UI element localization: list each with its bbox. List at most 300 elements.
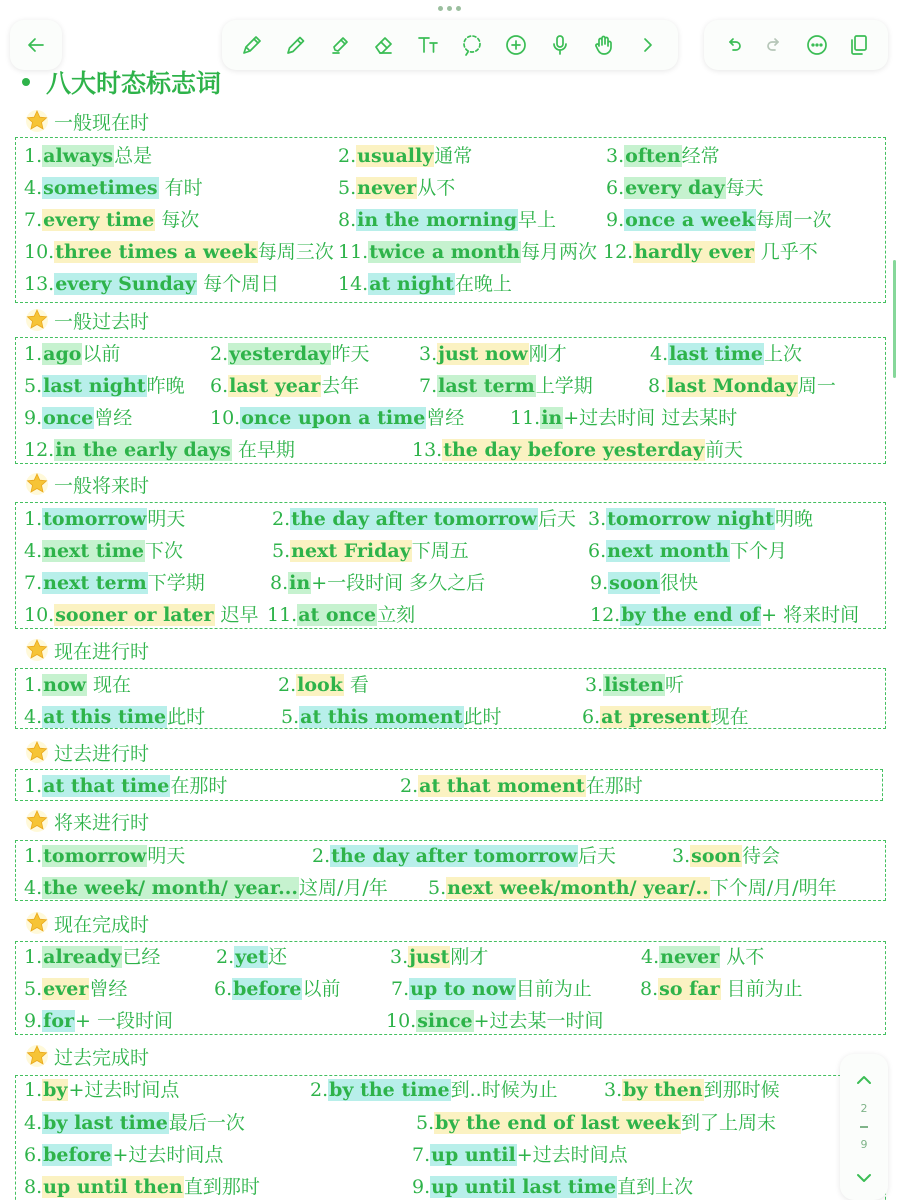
item-number: 3. [606, 145, 625, 167]
keyword-item [386, 1008, 604, 1034]
keyword-item [24, 143, 152, 169]
keyword-item [419, 373, 593, 399]
meaning: 下次 [144, 540, 183, 562]
keyword-item [24, 1174, 260, 1200]
meaning: 明天 [147, 845, 186, 867]
keyword-item [390, 944, 488, 970]
total-pages: 9 [860, 1138, 868, 1151]
item-number: 4. [24, 177, 43, 199]
keyword-item [24, 1110, 245, 1136]
item-number: 5. [416, 1112, 435, 1134]
keyword-item [24, 1008, 173, 1034]
page-title [22, 64, 221, 100]
meaning: 下个周/月/明年 [709, 877, 837, 899]
keyword-item [24, 437, 295, 463]
section-heading-text: 一般现在时 [54, 111, 150, 134]
meaning: 周一 [797, 375, 836, 397]
keyword: before [233, 978, 302, 1000]
item-number: 7. [412, 1144, 431, 1166]
keyword: at that time [43, 775, 170, 797]
item-number: 11. [338, 241, 369, 263]
item-number: 3. [604, 1079, 623, 1101]
star-icon [24, 307, 50, 333]
keyword-item [338, 175, 455, 201]
keyword-item [640, 976, 803, 1002]
meaning: 曾经 [426, 407, 465, 429]
keyword: tomorrow [43, 845, 147, 867]
meaning: +一段时间 多久之后 [311, 572, 486, 594]
item-number: 1. [24, 508, 43, 530]
keyword: now [43, 674, 86, 696]
back-toolbar [10, 20, 62, 70]
meaning: 从不 [417, 177, 456, 199]
keyword-item [24, 341, 120, 367]
item-number: 3. [390, 946, 409, 968]
meaning: 在晚上 [454, 273, 512, 295]
item-number: 1. [24, 1079, 43, 1101]
chevron-down-icon[interactable] [854, 1168, 874, 1188]
meaning: +过去时间 过去某时 [563, 407, 738, 429]
item-number: 7. [391, 978, 410, 1000]
meaning: + 将来时间 [761, 604, 860, 626]
keyword-item [270, 570, 485, 596]
item-number: 5. [272, 540, 291, 562]
item-number: 2. [272, 508, 291, 530]
keyword: the day before yesterday [443, 439, 705, 461]
section-heading [24, 808, 149, 834]
star-icon [24, 1043, 50, 1069]
keyword-item [24, 207, 199, 233]
keyword: by the end of last week [435, 1112, 680, 1134]
item-number: 3. [419, 343, 438, 365]
section-heading-text: 现在完成时 [54, 913, 150, 936]
keyword-item [428, 875, 837, 901]
meaning: 在那时 [170, 775, 228, 797]
meaning: 刚才 [450, 946, 489, 968]
item-number: 1. [24, 845, 43, 867]
scrollbar[interactable] [893, 260, 896, 378]
meaning: 已经 [122, 946, 161, 968]
section-heading [24, 910, 149, 936]
eraser-icon[interactable] [369, 30, 399, 60]
keyword-item [267, 602, 415, 628]
meaning: 后天 [537, 508, 576, 530]
keyword-item [24, 570, 205, 596]
item-number: 7. [24, 572, 43, 594]
keyword-item [412, 1142, 628, 1168]
item-number: 4. [650, 343, 669, 365]
meaning: 下学期 [147, 572, 205, 594]
item-number: 1. [24, 343, 43, 365]
section-heading [24, 637, 149, 663]
keyword: just now [438, 343, 528, 365]
keyword-item [210, 405, 464, 431]
item-number: 4. [641, 946, 660, 968]
item-number: 5. [338, 177, 357, 199]
keyword-item [338, 207, 556, 233]
meaning: 下个月 [729, 540, 787, 562]
keyword: once [43, 407, 94, 429]
item-number: 1. [24, 946, 43, 968]
keyword-item [24, 239, 334, 265]
text-tool-icon[interactable] [413, 30, 443, 60]
add-icon[interactable] [501, 30, 531, 60]
keyword-item [606, 207, 832, 233]
keyword-item [588, 506, 813, 532]
keyword: next time [43, 540, 144, 562]
section-heading [24, 471, 149, 497]
redo-icon[interactable] [760, 30, 790, 60]
keyword: ago [43, 343, 82, 365]
keyword-item [606, 143, 720, 169]
item-number: 6. [210, 375, 229, 397]
item-number: 2. [278, 674, 297, 696]
keyword: soon [691, 845, 741, 867]
drag-handle[interactable] [438, 6, 461, 11]
keyword: at night [369, 273, 454, 295]
keyword-item [210, 373, 359, 399]
meaning: 在那时 [585, 775, 643, 797]
item-number: 12. [24, 439, 55, 461]
keyword: up to now [410, 978, 515, 1000]
item-number: 10. [386, 1010, 417, 1032]
keyword-item [338, 143, 472, 169]
meaning: 后天 [577, 845, 616, 867]
keyword-item [24, 672, 131, 698]
keyword: at this moment [300, 706, 463, 728]
item-number: 12. [590, 604, 621, 626]
keyword: the day after tomorrow [291, 508, 537, 530]
item-number: 13. [24, 273, 55, 295]
meaning: 每次 [155, 209, 200, 231]
undo-icon[interactable] [718, 30, 748, 60]
item-number: 6. [606, 177, 625, 199]
item-number: 2. [312, 845, 331, 867]
meaning: 目前为止 [515, 978, 592, 1000]
keyword: in [289, 572, 311, 594]
pen-icon[interactable] [237, 30, 267, 60]
keyword: next month [607, 540, 729, 562]
keyword: often [625, 145, 681, 167]
meaning: +过去时间点 [516, 1144, 628, 1166]
item-number: 5. [24, 375, 43, 397]
keyword: tomorrow night [607, 508, 774, 530]
meaning: +过去某一时间 [473, 1010, 604, 1032]
keyword: at present [601, 706, 710, 728]
section-heading-text: 过去完成时 [54, 1046, 150, 1069]
hand-tool-icon[interactable] [589, 30, 619, 60]
item-number: 10. [24, 241, 55, 263]
item-number: 2. [310, 1079, 329, 1101]
keyword: last time [669, 343, 763, 365]
item-number: 6. [588, 540, 607, 562]
item-number: 3. [585, 674, 604, 696]
meaning: 待会 [742, 845, 781, 867]
star-icon [24, 808, 50, 834]
item-number: 10. [210, 407, 241, 429]
keyword-item [604, 1077, 780, 1103]
meaning: 每周三次 [257, 241, 334, 263]
page-separator [860, 1126, 868, 1128]
meaning: 听 [664, 674, 684, 696]
keyword: up until then [43, 1176, 183, 1198]
keyword: always [43, 145, 114, 167]
keyword: usually [357, 145, 434, 167]
item-number: 2. [216, 946, 235, 968]
section-heading [24, 307, 149, 333]
keyword: twice a month [369, 241, 520, 263]
item-number: 9. [24, 407, 43, 429]
keyword: last night [43, 375, 146, 397]
item-number: 12. [603, 241, 634, 263]
keyword: next Friday [291, 540, 411, 562]
meaning: 到了上周末 [680, 1112, 776, 1134]
section-heading [24, 108, 149, 134]
keyword-item [590, 570, 698, 596]
meaning: 此时 [463, 706, 502, 728]
item-number: 9. [24, 1010, 43, 1032]
section-heading-text: 过去进行时 [54, 742, 150, 765]
meaning: 以前 [82, 343, 121, 365]
keyword-item [24, 538, 183, 564]
keyword: already [43, 946, 122, 968]
item-number: 4. [24, 540, 43, 562]
keyword-item [400, 773, 643, 799]
meaning: 几乎不 [754, 241, 818, 263]
star-icon [24, 910, 50, 936]
keyword-item [510, 405, 737, 431]
keyword-item [24, 373, 185, 399]
keyword: soon [609, 572, 659, 594]
keyword-item [24, 405, 132, 431]
meaning: 立刻 [377, 604, 416, 626]
item-number: 4. [24, 877, 43, 899]
keyword: last term [438, 375, 535, 397]
meaning: 昨晚 [146, 375, 185, 397]
keyword-item [338, 239, 597, 265]
keyword-item [672, 843, 780, 869]
meaning: 昨天 [331, 343, 370, 365]
meaning: +过去时间点 [68, 1079, 180, 1101]
section-heading-text: 将来进行时 [54, 811, 150, 834]
microphone-icon[interactable] [545, 30, 575, 60]
item-number: 8. [24, 1176, 43, 1198]
keyword: by the end of [621, 604, 761, 626]
item-number: 13. [412, 439, 443, 461]
keyword-item [24, 843, 185, 869]
keyword: before [43, 1144, 112, 1166]
item-number: 2. [210, 343, 229, 365]
lasso-icon[interactable] [457, 30, 487, 60]
meaning: 曾经 [94, 407, 133, 429]
keyword-item [24, 175, 203, 201]
keyword: since [417, 1010, 473, 1032]
keyword-item [310, 1077, 558, 1103]
keyword: at that moment [419, 775, 585, 797]
chevron-up-icon[interactable] [854, 1070, 874, 1090]
keyword: by last time [43, 1112, 168, 1134]
keyword: every day [625, 177, 725, 199]
keyword-item [24, 773, 227, 799]
meaning: 现在 [710, 706, 749, 728]
keyword: last Monday [667, 375, 797, 397]
meaning: 此时 [167, 706, 206, 728]
keyword-item [603, 239, 818, 265]
keyword: never [357, 177, 417, 199]
pages-icon[interactable] [844, 30, 874, 60]
back-arrow-icon[interactable] [21, 30, 51, 60]
item-number: 6. [24, 1144, 43, 1166]
meaning: 从不 [720, 946, 765, 968]
meaning: 最后一次 [168, 1112, 245, 1134]
section-heading-text: 一般将来时 [54, 474, 150, 497]
keyword-item [281, 704, 502, 730]
section-heading [24, 739, 149, 765]
item-number: 4. [24, 1112, 43, 1134]
item-number: 8. [648, 375, 667, 397]
item-number: 8. [338, 209, 357, 231]
tools-toolbar [222, 20, 678, 70]
item-number: 2. [400, 775, 419, 797]
keyword-item [24, 602, 259, 628]
meaning: 很快 [660, 572, 699, 594]
keyword-item [210, 341, 370, 367]
keyword: in the early days [55, 439, 231, 461]
keyword-item [650, 341, 802, 367]
item-number: 11. [267, 604, 298, 626]
keyword-item [24, 271, 279, 297]
item-number: 9. [590, 572, 609, 594]
keyword-item [641, 944, 764, 970]
meaning: 去年 [321, 375, 360, 397]
keyword: once upon a time [241, 407, 426, 429]
meaning: 曾经 [89, 978, 128, 1000]
item-number: 11. [510, 407, 541, 429]
meaning: 明晚 [774, 508, 813, 530]
actions-toolbar [704, 20, 888, 70]
keyword: every time [43, 209, 155, 231]
keyword: sometimes [43, 177, 158, 199]
section-heading-text: 现在进行时 [54, 640, 150, 663]
page-navigator [840, 1054, 888, 1200]
item-number: 4. [24, 706, 43, 728]
keyword-item [24, 704, 205, 730]
keyword-item [588, 538, 787, 564]
item-number: 10. [24, 604, 55, 626]
meaning: 通常 [434, 145, 473, 167]
keyword-item [412, 1174, 693, 1200]
meaning: 直到那时 [183, 1176, 260, 1198]
item-number: 1. [24, 674, 43, 696]
meaning: 上学期 [535, 375, 593, 397]
keyword-item [216, 944, 287, 970]
keyword-item [312, 843, 616, 869]
keyword: tomorrow [43, 508, 147, 530]
keyword-item [590, 602, 859, 628]
item-number: 7. [24, 209, 43, 231]
chevron-right-icon[interactable] [633, 30, 663, 60]
item-number: 3. [588, 508, 607, 530]
keyword: next week/month/ year/.. [447, 877, 709, 899]
meaning: 看 [343, 674, 369, 696]
keyword-item [272, 538, 469, 564]
keyword: ever [43, 978, 89, 1000]
current-page: 2 [860, 1102, 868, 1115]
keyword: listen [604, 674, 664, 696]
item-number: 5. [428, 877, 447, 899]
meaning: 迟早 [214, 604, 259, 626]
more-icon[interactable] [802, 30, 832, 60]
keyword: once a week [625, 209, 755, 231]
meaning: 明天 [147, 508, 186, 530]
pencil-icon[interactable] [281, 30, 311, 60]
keyword: three times a week [55, 241, 257, 263]
meaning: 到那时候 [703, 1079, 780, 1101]
meaning: 还 [268, 946, 288, 968]
keyword: by [43, 1079, 68, 1101]
keyword: yet [235, 946, 268, 968]
keyword: the week/ month/ year... [43, 877, 298, 899]
meaning: 到..时候为止 [450, 1079, 558, 1101]
keyword: sooner or later [55, 604, 214, 626]
meaning: 直到上次 [617, 1176, 694, 1198]
keyword: in [541, 407, 563, 429]
keyword-item [272, 506, 576, 532]
star-icon [24, 637, 50, 663]
keyword: every Sunday [55, 273, 197, 295]
keyword: last year [229, 375, 321, 397]
meaning: + 一段时间 [75, 1010, 173, 1032]
keyword: in the morning [357, 209, 517, 231]
item-number: 9. [412, 1176, 431, 1198]
keyword: just [409, 946, 450, 968]
meaning: 早上 [518, 209, 557, 231]
meaning: 前天 [705, 439, 744, 461]
keyword-item [278, 672, 369, 698]
meaning: 刚才 [528, 343, 567, 365]
meaning: 每月两次 [520, 241, 597, 263]
star-icon [24, 739, 50, 765]
highlighter-icon[interactable] [325, 30, 355, 60]
keyword-item [214, 976, 340, 1002]
item-number: 5. [24, 978, 43, 1000]
section-heading-text: 一般过去时 [54, 310, 150, 333]
keyword: at this time [43, 706, 167, 728]
item-number: 5. [281, 706, 300, 728]
meaning: 下周五 [411, 540, 469, 562]
meaning: 总是 [114, 145, 153, 167]
keyword: for [43, 1010, 74, 1032]
item-number: 7. [419, 375, 438, 397]
keyword: up until last time [431, 1176, 617, 1198]
keyword: so far [659, 978, 720, 1000]
keyword-item [419, 341, 567, 367]
meaning: 现在 [86, 674, 132, 696]
keyword: yesterday [229, 343, 331, 365]
keyword: next term [43, 572, 147, 594]
keyword-item [24, 506, 185, 532]
keyword-item [24, 875, 388, 901]
item-number: 8. [640, 978, 659, 1000]
keyword: up until [431, 1144, 516, 1166]
keyword-item [24, 1142, 223, 1168]
meaning: +过去时间点 [112, 1144, 224, 1166]
meaning: 每天 [725, 177, 764, 199]
meaning: 目前为止 [720, 978, 803, 1000]
section-heading [24, 1043, 149, 1069]
item-number: 1. [24, 775, 43, 797]
keyword-item [338, 271, 512, 297]
